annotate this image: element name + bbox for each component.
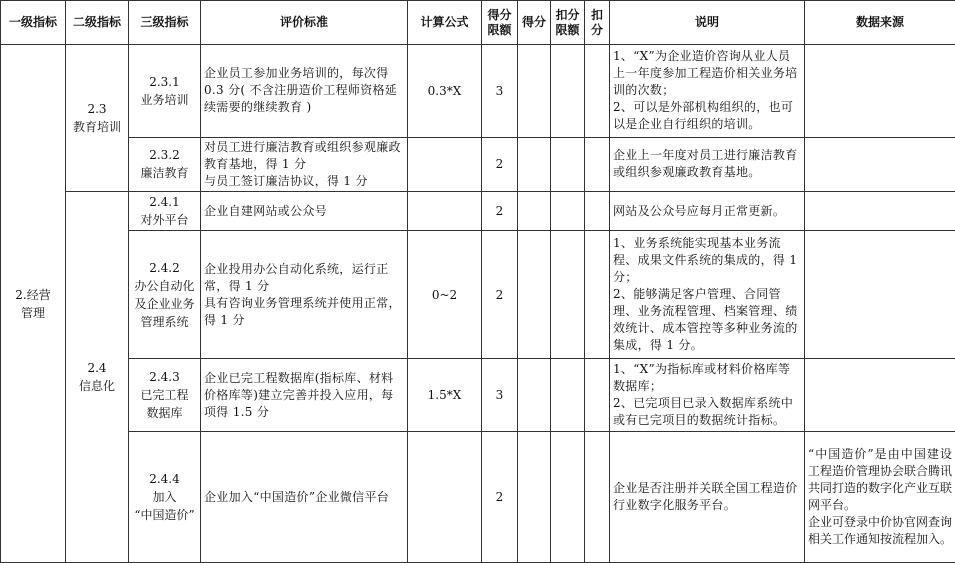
formula-cell: 0~2 [408, 231, 482, 359]
table-row [1, 192, 955, 231]
formula-cell [408, 432, 482, 563]
source-line: 企业可登录中价协官网查询相关工作通知按流程加入。 [808, 515, 953, 547]
formula-cell: 0.3*X [408, 45, 482, 137]
note-line: 2、已完项目已录入数据库系统中或有已完项目的数据统计指标。 [613, 396, 794, 428]
deduct-limit-cell [551, 231, 585, 359]
note-line: 1、“X”为企业造价咨询从业人员上一年度参加工程造价相关业务培训的次数； [613, 49, 798, 98]
score-limit-cell: 3 [482, 45, 518, 137]
criteria-cell: 企业员工参加业务培训的，每次得 0.3 分( 不含注册造价工程师资格延续需要的继续教育 ) [201, 45, 408, 137]
deduct-cell [585, 432, 610, 563]
score-cell [518, 231, 551, 359]
indicator-cell [129, 137, 201, 191]
deduct-cell [585, 45, 610, 137]
indicator-code: 2.4.4 [149, 472, 180, 487]
note-cell [610, 45, 805, 137]
header-note: 说明 [610, 1, 805, 45]
group-code: 2.4 [87, 361, 107, 375]
criteria-line: 对员工进行廉洁教育或组织参观廉政教育基地，得 1 分 [204, 139, 401, 171]
indicator-name: 加入 [152, 490, 177, 505]
criteria-cell [201, 231, 408, 359]
indicator-cell [129, 45, 201, 137]
header-deduct: 扣分 [585, 1, 610, 45]
indicator-cell [129, 358, 201, 431]
source-cell [805, 432, 955, 563]
indicator-code: 2.3.2 [149, 148, 180, 163]
group-name: 教育培训 [72, 120, 121, 135]
level1-code: 2.经营 [15, 287, 51, 302]
score-limit-cell: 2 [482, 432, 518, 563]
indicator-code: 2.4.2 [149, 260, 180, 275]
deduct-limit-cell [551, 137, 585, 191]
header-level2: 二级指标 [66, 1, 129, 45]
criteria-cell: 企业加入“中国造价”企业微信平台 [201, 432, 408, 563]
group-cell-2-3 [66, 45, 129, 192]
deduct-cell [585, 192, 610, 231]
indicator-code: 2.4.3 [149, 370, 180, 385]
deduct-cell [585, 358, 610, 431]
table-row [1, 358, 955, 431]
header-deduct-limit: 扣分限额 [551, 1, 585, 45]
note-line: 1、“X”为指标库或材料价格库等数据库； [613, 362, 791, 394]
formula-cell [408, 137, 482, 191]
group-name: 信息化 [78, 379, 115, 393]
level1-cell [1, 45, 66, 563]
deduct-cell [585, 231, 610, 359]
level1-name: 管理 [20, 305, 45, 320]
formula-cell: 1.5*X [408, 358, 482, 431]
note-cell [610, 358, 805, 431]
table-row [1, 231, 955, 359]
indicator-name: 廉洁教育 [140, 166, 189, 181]
note-line: 2、能够满足客户管理、合同管理、业务流程管理、档案管理、绩效统计、成本管控等多种业务流的集成，得 1 分。 [613, 287, 798, 353]
criteria-line: 企业投用办公自动化系统，运行正常，得 1 分 [204, 261, 389, 293]
score-cell [518, 432, 551, 563]
table-row [1, 45, 955, 137]
score-cell [518, 192, 551, 231]
note-cell: 企业是否注册并关联全国工程造价行业数字化服务平台。 [610, 432, 805, 563]
indicator-cell [129, 432, 201, 563]
indicator-name: 对外平台 [140, 213, 189, 228]
indicator-name: “中国造价” [134, 508, 195, 523]
score-cell [518, 358, 551, 431]
indicator-code: 2.4.1 [149, 195, 180, 210]
group-code: 2.3 [87, 102, 107, 117]
source-cell [805, 231, 955, 359]
formula-cell [408, 192, 482, 231]
header-criteria: 评价标准 [201, 1, 408, 45]
deduct-limit-cell [551, 358, 585, 431]
score-cell [518, 45, 551, 137]
indicator-name: 数据库 [146, 406, 183, 421]
score-limit-cell: 3 [482, 358, 518, 431]
criteria-line: 具有咨询业务管理系统并使用正常，得 1 分 [204, 295, 401, 327]
header-score-limit: 得分限额 [482, 1, 518, 45]
deduct-limit-cell [551, 45, 585, 137]
source-cell [805, 45, 955, 137]
header-level3: 三级指标 [129, 1, 201, 45]
table-row [1, 137, 955, 191]
source-line: “中国造价”是由中国建设工程造价管理协会联合腾讯共同打造的数字化产业互联网平台。 [808, 447, 953, 513]
note-line: 2、可以是外部机构组织的，也可以是企业自行组织的培训。 [613, 100, 794, 132]
score-limit-cell: 2 [482, 137, 518, 191]
indicator-name: 已完工程 [140, 388, 189, 403]
score-limit-cell: 2 [482, 231, 518, 359]
header-source: 数据来源 [805, 1, 955, 45]
source-cell [805, 358, 955, 431]
header-score: 得分 [518, 1, 551, 45]
source-cell [805, 192, 955, 231]
note-cell: 企业上一年度对员工进行廉洁教育或组织参观廉政教育基地。 [610, 137, 805, 191]
table-row [1, 432, 955, 563]
note-cell: 网站及公众号应每月正常更新。 [610, 192, 805, 231]
indicator-cell [129, 192, 201, 231]
deduct-limit-cell [551, 432, 585, 563]
score-cell [518, 137, 551, 191]
deduct-limit-cell [551, 192, 585, 231]
criteria-cell [201, 137, 408, 191]
group-cell-2-4 [66, 192, 129, 563]
note-line: 1、业务系统能实现基本业务流程、成果文件系统的集成的，得 1 分； [613, 236, 798, 285]
indicator-cell [129, 231, 201, 359]
header-level1: 一级指标 [1, 1, 66, 45]
header-row [1, 1, 955, 45]
indicator-code: 2.3.1 [149, 74, 180, 89]
source-cell [805, 137, 955, 191]
criteria-cell: 企业已完工程数据库(指标库、材料价格库等)建立完善并投入应用，每项得 1.5 分 [201, 358, 408, 431]
indicator-name: 业务培训 [140, 92, 189, 107]
indicator-name: 管理系统 [140, 314, 189, 329]
deduct-cell [585, 137, 610, 191]
criteria-cell: 企业自建网站或公众号 [201, 192, 408, 231]
header-formula: 计算公式 [408, 1, 482, 45]
indicator-name: 及企业业务 [134, 296, 195, 311]
indicator-name: 办公自动化 [134, 278, 195, 293]
score-limit-cell: 2 [482, 192, 518, 231]
note-cell [610, 231, 805, 359]
criteria-line: 与员工签订廉洁协议，得 1 分 [204, 173, 368, 188]
